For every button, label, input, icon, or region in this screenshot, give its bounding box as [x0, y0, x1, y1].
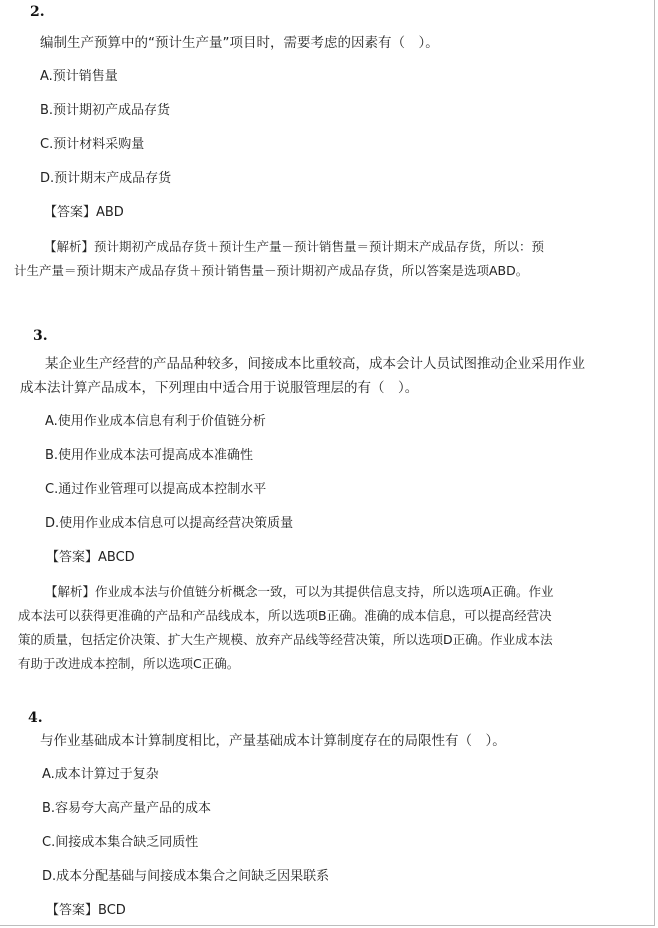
option-a: A.使用作业成本信息有利于价值链分析: [45, 414, 266, 429]
question-stem: 与作业基础成本计算制度相比，产量基础成本计算制度存在的局限性有（ ）。: [40, 733, 506, 749]
analysis-line: 策的质量，包括定价决策、扩大生产规模、放弃产品线等经营决策，所以选项D正确。作业成本法: [18, 632, 553, 647]
option-c: C.间接成本集合缺乏同质性: [42, 835, 199, 850]
option-b: B.容易夸大高产量产品的成本: [42, 801, 212, 816]
answer-label: 【答案】BCD: [46, 903, 126, 918]
question-stem: 成本法计算产品成本，下列理由中适合用于说服管理层的有（ ）。: [20, 380, 419, 396]
analysis-line: 成本法可以获得更准确的产品和产品线成本，所以选项B正确。准确的成本信息，可以提高经营决: [18, 608, 552, 623]
question-number: 4.: [28, 710, 43, 726]
question-number: 3.: [33, 328, 48, 344]
option-d: D.预计期末产成品存货: [40, 171, 172, 186]
option-c: C.预计材料采购量: [40, 137, 145, 152]
option-b: B.预计期初产成品存货: [40, 103, 171, 118]
analysis-line: 有助于改进成本控制，所以选项C正确。: [18, 656, 240, 671]
question-stem: 编制生产预算中的“预计生产量”项目时，需要考虑的因素有（ ）。: [40, 35, 439, 51]
analysis-line: 【解析】预计期初产成品存货＋预计生产量－预计销售量＝预计期末产成品存货，所以：预: [44, 239, 545, 254]
analysis-line: 计生产量＝预计期末产成品存货＋预计销售量－预计期初产成品存货，所以答案是选项ABD。: [14, 263, 529, 278]
answer-label: 【答案】ABCD: [46, 550, 135, 565]
option-b: B.使用作业成本法可提高成本准确性: [45, 448, 254, 463]
option-c: C.通过作业管理可以提高成本控制水平: [45, 482, 267, 497]
question-stem: 某企业生产经营的产品品种较多，间接成本比重较高，成本会计人员试图推动企业采用作业: [45, 356, 585, 372]
option-d: D.成本分配基础与间接成本集合之间缺乏因果联系: [42, 869, 330, 884]
analysis-line: 【解析】作业成本法与价值链分析概念一致，可以为其提供信息支持，所以选项A正确。作业: [45, 584, 554, 599]
option-a: A.预计销售量: [40, 69, 118, 84]
option-a: A.成本计算过于复杂: [42, 767, 159, 782]
option-d: D.使用作业成本信息可以提高经营决策质量: [45, 516, 294, 531]
question-number: 2.: [30, 4, 45, 20]
answer-label: 【答案】ABD: [44, 205, 124, 220]
